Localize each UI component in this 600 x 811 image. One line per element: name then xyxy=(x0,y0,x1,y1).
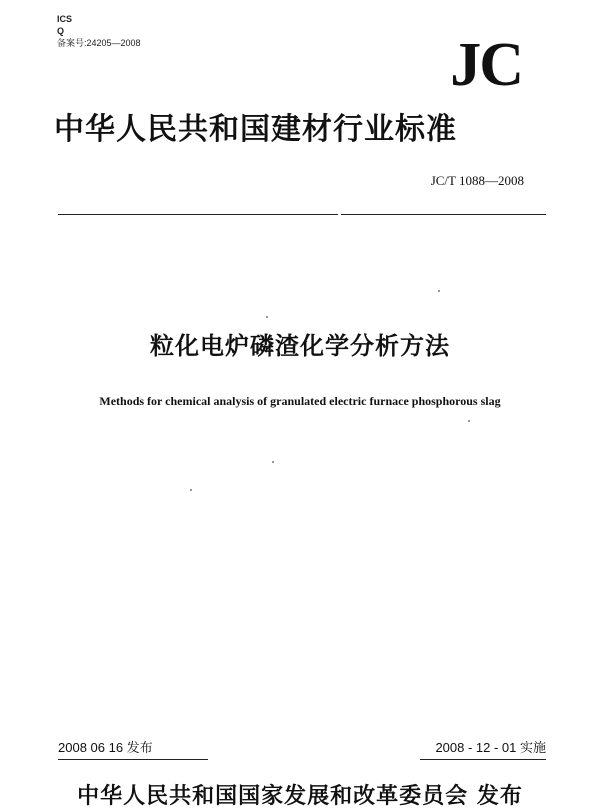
document-title: 粒化电炉磷渣化学分析方法 xyxy=(150,332,450,360)
standard-title: 中华人民共和国建材行业标准 xyxy=(54,112,457,147)
registration-number: 备案号:24205—2008 xyxy=(57,38,141,48)
scan-speck xyxy=(438,290,440,292)
jc-logo: JC xyxy=(450,31,522,99)
date-rule-right xyxy=(420,759,546,760)
header-rule-right xyxy=(341,214,546,215)
scan-speck xyxy=(190,489,192,491)
implementation-date: 2008 - 12 - 01 实施 xyxy=(435,740,546,755)
date-rule-left xyxy=(58,759,208,760)
header-rule-left xyxy=(58,214,338,215)
ics-label: ICS xyxy=(57,14,73,24)
standard-code: JC/T 1088—2008 xyxy=(430,173,524,188)
document-title-english: Methods for chemical analysis of granulated electric furnace phosphorous slag xyxy=(99,394,501,408)
issue-date: 2008 06 16 发布 xyxy=(58,740,153,755)
scan-speck xyxy=(272,461,274,463)
scan-speck xyxy=(468,420,470,422)
classification-code: Q xyxy=(57,26,65,36)
scan-speck xyxy=(266,316,268,318)
publisher-name: 中华人民共和国国家发展和改革委员会 发布 xyxy=(77,784,523,809)
